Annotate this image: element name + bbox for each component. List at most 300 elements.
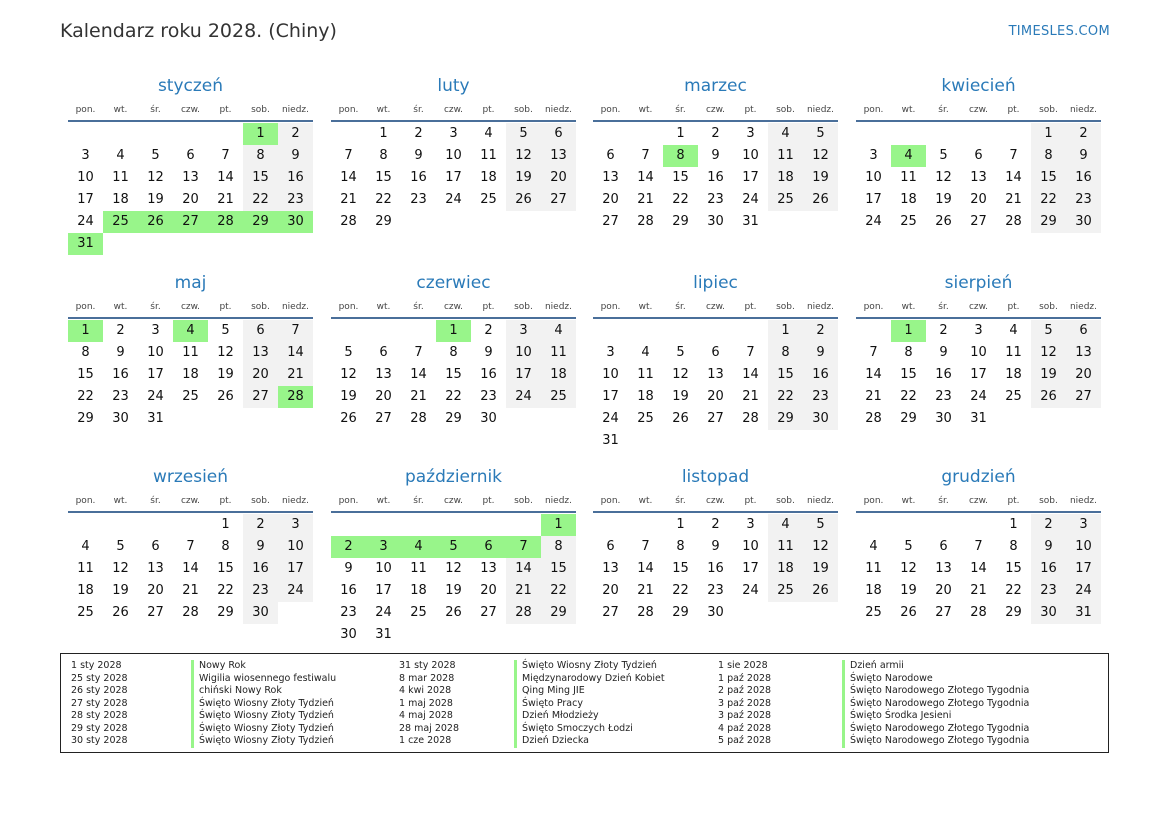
day-cell: 25 — [1005, 389, 1022, 404]
day-cell: 24 — [602, 411, 619, 426]
holiday-entry: Święto Wiosny Złoty Tydzień — [514, 660, 665, 673]
day-cell: 4 — [116, 148, 125, 163]
holiday-entry: 4 maj 2028 — [399, 710, 453, 721]
day-cell: 25 — [410, 605, 427, 620]
day-cell: 7 — [641, 539, 650, 554]
day-cell: 16 — [340, 583, 357, 598]
weekday-header — [593, 491, 838, 511]
day-cell: 18 — [865, 583, 882, 598]
weekday-label: śr. — [150, 105, 161, 115]
day-cell: 4 — [869, 539, 878, 554]
holiday-entry: Święto Środka Jesieni — [842, 710, 1029, 723]
day-cell: 9 — [484, 345, 493, 360]
day-cell: 28 — [742, 411, 759, 426]
day-cell: 2 — [939, 323, 948, 338]
day-cell: 27 — [602, 214, 619, 229]
day-cell: 13 — [970, 170, 987, 185]
day-cell: 31 — [375, 627, 392, 642]
day-cell: 16 — [112, 367, 129, 382]
day-cell: 31 — [602, 433, 619, 448]
day-cell: 13 — [375, 367, 392, 382]
day-cell: 3 — [746, 517, 755, 532]
empty-cell — [856, 320, 891, 342]
day-cell: 17 — [970, 367, 987, 382]
empty-cell — [593, 123, 628, 145]
holiday-entry: Święto Wiosny Złoty Tydzień — [191, 710, 336, 723]
weekday-label: pt. — [1007, 496, 1020, 506]
weekday-label: pt. — [219, 302, 232, 312]
month-name: marzec — [684, 76, 747, 96]
weekday-label: sob. — [776, 105, 795, 115]
weekday-label: pt. — [744, 302, 757, 312]
holiday-entry: Międzynarodowy Dzień Kobiet — [514, 673, 665, 686]
holiday-entry: 4 kwi 2028 — [399, 685, 452, 696]
day-cell: 21 — [742, 389, 759, 404]
day-grid — [331, 123, 576, 233]
day-cell: 26 — [900, 605, 917, 620]
weekday-label: wt. — [638, 496, 653, 506]
holiday-entry: 29 sty 2028 — [71, 722, 128, 734]
day-cell: 27 — [707, 411, 724, 426]
weekday-header — [856, 491, 1101, 511]
holiday-names-col-3 — [842, 660, 1029, 748]
day-cell: 22 — [672, 192, 689, 207]
day-cell: 17 — [445, 170, 462, 185]
day-cell: 27 — [480, 605, 497, 620]
weekday-label: niedz. — [806, 496, 835, 506]
weekday-label: sob. — [251, 496, 270, 506]
day-cell: 16 — [1031, 558, 1066, 580]
day-cell: 5 — [151, 148, 160, 163]
day-cell: 2 — [484, 323, 493, 338]
weekday-label: śr. — [675, 105, 686, 115]
day-cell: 1 — [676, 126, 685, 141]
day-cell: 25 — [77, 605, 94, 620]
empty-cell — [628, 320, 663, 342]
day-cell: 9 — [939, 345, 948, 360]
day-cell: 30 — [243, 602, 278, 624]
day-cell: 20 — [375, 389, 392, 404]
holiday-entry: 28 sty 2028 — [71, 710, 128, 721]
day-cell: 10 — [147, 345, 164, 360]
month-name: grudzień — [941, 467, 1016, 487]
day-cell: 11 — [865, 561, 882, 576]
day-cell: 6 — [541, 123, 576, 145]
holiday-day-cell: 25 — [103, 211, 138, 233]
day-cell: 12 — [506, 145, 541, 167]
month-7 — [593, 269, 838, 452]
weekday-label: niedz. — [806, 302, 835, 312]
day-cell: 9 — [414, 148, 423, 163]
weekday-label: pt. — [219, 105, 232, 115]
holiday-entry: 25 sty 2028 — [71, 672, 128, 684]
weekday-label: pt. — [1007, 302, 1020, 312]
day-cell: 3 — [151, 323, 160, 338]
day-cell: 23 — [1031, 580, 1066, 602]
day-cell: 10 — [77, 170, 94, 185]
empty-cell — [208, 123, 243, 145]
month-6 — [331, 269, 576, 430]
weekday-header — [331, 491, 576, 511]
day-cell: 8 — [904, 345, 913, 360]
empty-cell — [856, 123, 891, 145]
day-cell: 29 — [217, 605, 234, 620]
day-cell: 31 — [742, 214, 759, 229]
weekday-label: sob. — [1039, 302, 1058, 312]
month-divider — [856, 120, 1101, 122]
day-cell: 8 — [676, 539, 685, 554]
day-cell: 28 — [182, 605, 199, 620]
day-cell: 26 — [803, 580, 838, 602]
weekday-label: śr. — [413, 302, 424, 312]
day-cell: 17 — [742, 561, 759, 576]
day-cell: 11 — [1005, 345, 1022, 360]
day-cell: 6 — [151, 539, 160, 554]
weekday-label: wt. — [638, 105, 653, 115]
empty-cell — [961, 123, 996, 145]
day-cell: 25 — [480, 192, 497, 207]
weekday-header — [68, 491, 313, 511]
day-grid — [331, 514, 576, 646]
day-cell: 26 — [112, 605, 129, 620]
holiday-entry: Qing Ming JIE — [514, 685, 665, 698]
day-cell: 6 — [379, 345, 388, 360]
day-cell: 9 — [711, 539, 720, 554]
day-cell: 14 — [278, 342, 313, 364]
day-cell: 23 — [707, 192, 724, 207]
holiday-day-cell: 2 — [331, 536, 366, 558]
holiday-day-cell: 8 — [663, 145, 698, 167]
empty-cell — [698, 320, 733, 342]
holiday-day-cell: 28 — [208, 211, 243, 233]
day-cell: 9 — [116, 345, 125, 360]
empty-cell — [733, 320, 768, 342]
holiday-entry: Dzień Dziecka — [514, 735, 665, 748]
holiday-entry: Święto Wiosny Złoty Tydzień — [191, 723, 336, 736]
month-name: październik — [404, 467, 503, 487]
month-divider — [856, 511, 1101, 513]
weekday-label: pon. — [863, 105, 884, 115]
day-cell: 9 — [1031, 536, 1066, 558]
weekday-label: pon. — [600, 496, 621, 506]
day-cell: 8 — [1009, 539, 1018, 554]
day-cell: 23 — [480, 389, 497, 404]
holiday-entry: 2 paź 2028 — [718, 685, 772, 696]
weekday-label: pon. — [863, 496, 884, 506]
day-cell: 6 — [1066, 320, 1101, 342]
day-cell: 3 — [81, 148, 90, 163]
weekday-label: śr. — [675, 302, 686, 312]
holiday-entry: 3 paź 2028 — [718, 710, 772, 721]
day-cell: 22 — [217, 583, 234, 598]
day-cell: 11 — [410, 561, 427, 576]
day-cell: 3 — [869, 148, 878, 163]
brand-link[interactable]: TIMESLES.COM — [1008, 24, 1110, 39]
day-cell: 11 — [637, 367, 654, 382]
day-cell: 30 — [707, 605, 724, 620]
holiday-entry: Święto Pracy — [514, 698, 665, 711]
day-cell: 23 — [278, 189, 313, 211]
empty-cell — [663, 320, 698, 342]
day-cell: 8 — [449, 345, 458, 360]
day-cell: 16 — [278, 167, 313, 189]
day-cell: 14 — [410, 367, 427, 382]
holiday-entry: 4 paź 2028 — [718, 722, 772, 734]
day-cell: 12 — [900, 561, 917, 576]
weekday-label: czw. — [180, 105, 201, 115]
day-cell: 28 — [506, 602, 541, 624]
day-cell: 22 — [672, 583, 689, 598]
day-cell: 11 — [768, 536, 803, 558]
weekday-label: niedz. — [1069, 302, 1098, 312]
day-cell: 29 — [1031, 211, 1066, 233]
day-cell: 10 — [1066, 536, 1101, 558]
day-cell: 10 — [506, 342, 541, 364]
month-name: maj — [174, 273, 207, 293]
day-cell: 7 — [974, 539, 983, 554]
weekday-label: pt. — [744, 105, 757, 115]
month-name: styczeń — [157, 76, 224, 96]
day-cell: 21 — [278, 364, 313, 386]
day-cell: 24 — [742, 192, 759, 207]
day-cell: 23 — [1066, 189, 1101, 211]
day-cell: 3 — [974, 323, 983, 338]
weekday-header — [593, 100, 838, 120]
day-cell: 29 — [900, 411, 917, 426]
day-cell: 8 — [81, 345, 90, 360]
day-cell: 6 — [606, 539, 615, 554]
day-cell: 18 — [900, 192, 917, 207]
day-cell: 14 — [865, 367, 882, 382]
day-cell: 27 — [970, 214, 987, 229]
day-cell: 22 — [1031, 189, 1066, 211]
weekday-label: sob. — [1039, 105, 1058, 115]
day-cell: 14 — [217, 170, 234, 185]
day-cell: 27 — [375, 411, 392, 426]
day-cell: 7 — [414, 345, 423, 360]
day-cell: 13 — [935, 561, 952, 576]
weekday-label: wt. — [901, 302, 916, 312]
weekday-label: sob. — [251, 302, 270, 312]
day-cell: 23 — [410, 192, 427, 207]
holiday-day-cell: 7 — [506, 536, 541, 558]
day-cell: 3 — [746, 126, 755, 141]
weekday-label: pt. — [219, 496, 232, 506]
month-9 — [68, 463, 313, 624]
day-cell: 21 — [410, 389, 427, 404]
holiday-entry: Święto Wiosny Złoty Tydzień — [191, 735, 336, 748]
weekday-header — [856, 297, 1101, 317]
day-cell: 26 — [217, 389, 234, 404]
day-cell: 13 — [602, 170, 619, 185]
holiday-entry: Święto Narodowego Złotego Tygodnia — [842, 735, 1029, 748]
holiday-day-cell: 1 — [436, 320, 471, 342]
day-cell: 9 — [278, 145, 313, 167]
holiday-day-cell: 1 — [891, 320, 926, 342]
day-cell: 10 — [445, 148, 462, 163]
day-cell: 4 — [768, 514, 803, 536]
day-cell: 13 — [1066, 342, 1101, 364]
day-cell: 22 — [541, 580, 576, 602]
day-cell: 20 — [935, 583, 952, 598]
month-name: listopad — [681, 467, 750, 487]
day-grid — [593, 320, 838, 452]
month-name: kwiecień — [941, 76, 1016, 96]
day-cell: 9 — [711, 148, 720, 163]
day-cell: 19 — [672, 389, 689, 404]
weekday-header — [856, 100, 1101, 120]
weekday-label: pon. — [338, 105, 359, 115]
day-cell: 26 — [935, 214, 952, 229]
day-cell: 15 — [672, 170, 689, 185]
day-cell: 19 — [506, 167, 541, 189]
empty-cell — [401, 514, 436, 536]
day-cell: 7 — [1009, 148, 1018, 163]
holiday-day-cell: 4 — [401, 536, 436, 558]
empty-cell — [926, 123, 961, 145]
day-cell: 20 — [182, 192, 199, 207]
holiday-entry: Święto Narodowego Złotego Tygodnia — [842, 685, 1029, 698]
weekday-label: pon. — [75, 302, 96, 312]
day-cell: 22 — [768, 386, 803, 408]
day-cell: 26 — [1031, 386, 1066, 408]
day-cell: 24 — [865, 214, 882, 229]
weekday-label: czw. — [180, 496, 201, 506]
day-cell: 26 — [445, 605, 462, 620]
day-cell: 2 — [1031, 514, 1066, 536]
weekday-label: sob. — [1039, 496, 1058, 506]
day-cell: 14 — [506, 558, 541, 580]
day-cell: 28 — [1005, 214, 1022, 229]
day-cell: 9 — [803, 342, 838, 364]
day-cell: 24 — [970, 389, 987, 404]
empty-cell — [138, 123, 173, 145]
day-cell: 15 — [375, 170, 392, 185]
weekday-header — [68, 297, 313, 317]
day-cell: 25 — [182, 389, 199, 404]
month-divider — [593, 317, 838, 319]
day-cell: 10 — [970, 345, 987, 360]
day-cell: 5 — [904, 539, 913, 554]
day-cell: 3 — [1066, 514, 1101, 536]
empty-cell — [961, 514, 996, 536]
weekday-label: czw. — [968, 496, 989, 506]
day-cell: 14 — [340, 170, 357, 185]
day-cell: 8 — [379, 148, 388, 163]
weekday-label: śr. — [150, 302, 161, 312]
day-cell: 14 — [637, 561, 654, 576]
weekday-label: czw. — [443, 105, 464, 115]
holiday-entry: 26 sty 2028 — [71, 685, 128, 696]
day-cell: 26 — [506, 189, 541, 211]
month-name: luty — [437, 76, 470, 96]
empty-cell — [103, 123, 138, 145]
day-cell: 11 — [768, 145, 803, 167]
holiday-entry: Święto Narodowego Złotego Tygodnia — [842, 723, 1029, 736]
day-cell: 7 — [186, 539, 195, 554]
weekday-label: niedz. — [1069, 105, 1098, 115]
weekday-label: sob. — [776, 496, 795, 506]
day-cell: 14 — [742, 367, 759, 382]
holiday-entry: chiński Nowy Rok — [191, 685, 336, 698]
month-name: sierpień — [944, 273, 1013, 293]
day-cell: 27 — [1066, 386, 1101, 408]
day-cell: 21 — [182, 583, 199, 598]
holiday-entry: 1 cze 2028 — [399, 735, 452, 746]
day-grid — [856, 320, 1101, 430]
day-cell: 4 — [768, 123, 803, 145]
day-cell: 6 — [974, 148, 983, 163]
day-cell: 14 — [637, 170, 654, 185]
day-cell: 14 — [1005, 170, 1022, 185]
day-cell: 15 — [541, 558, 576, 580]
empty-cell — [628, 514, 663, 536]
weekday-label: pt. — [1007, 105, 1020, 115]
month-4 — [856, 72, 1101, 233]
page-title: Kalendarz roku 2028. (Chiny) — [60, 20, 337, 42]
empty-cell — [856, 514, 891, 536]
day-cell: 15 — [77, 367, 94, 382]
day-cell: 16 — [243, 558, 278, 580]
holiday-dates-col-2 — [399, 660, 459, 748]
day-cell: 15 — [217, 561, 234, 576]
day-cell: 11 — [900, 170, 917, 185]
day-cell: 25 — [768, 189, 803, 211]
day-cell: 11 — [541, 342, 576, 364]
month-divider — [68, 120, 313, 122]
day-cell: 24 — [147, 389, 164, 404]
empty-cell — [68, 514, 103, 536]
day-cell: 1 — [221, 517, 230, 532]
holiday-day-cell: 6 — [471, 536, 506, 558]
month-divider — [68, 511, 313, 513]
day-cell: 23 — [935, 389, 952, 404]
day-grid — [68, 514, 313, 624]
weekday-label: pon. — [338, 302, 359, 312]
empty-cell — [891, 514, 926, 536]
day-cell: 26 — [340, 411, 357, 426]
day-cell: 24 — [1066, 580, 1101, 602]
empty-cell — [173, 514, 208, 536]
day-cell: 9 — [1066, 145, 1101, 167]
day-cell: 20 — [147, 583, 164, 598]
day-cell: 12 — [340, 367, 357, 382]
day-cell: 24 — [278, 580, 313, 602]
day-cell: 10 — [865, 170, 882, 185]
day-cell: 20 — [1066, 364, 1101, 386]
holiday-entry: 31 sty 2028 — [399, 660, 456, 671]
day-cell: 19 — [445, 583, 462, 598]
holiday-day-cell: 1 — [243, 123, 278, 145]
day-cell: 30 — [803, 408, 838, 430]
day-cell: 15 — [672, 561, 689, 576]
day-cell: 13 — [182, 170, 199, 185]
holiday-day-cell: 26 — [138, 211, 173, 233]
holiday-day-cell: 31 — [68, 233, 103, 255]
weekday-label: czw. — [705, 302, 726, 312]
day-cell: 14 — [970, 561, 987, 576]
weekday-label: wt. — [113, 302, 128, 312]
day-cell: 29 — [1005, 605, 1022, 620]
day-cell: 7 — [221, 148, 230, 163]
month-divider — [856, 317, 1101, 319]
day-grid — [593, 123, 838, 233]
day-cell: 28 — [970, 605, 987, 620]
weekday-header — [331, 297, 576, 317]
weekday-label: wt. — [113, 496, 128, 506]
weekday-label: niedz. — [281, 496, 310, 506]
day-cell: 21 — [506, 580, 541, 602]
